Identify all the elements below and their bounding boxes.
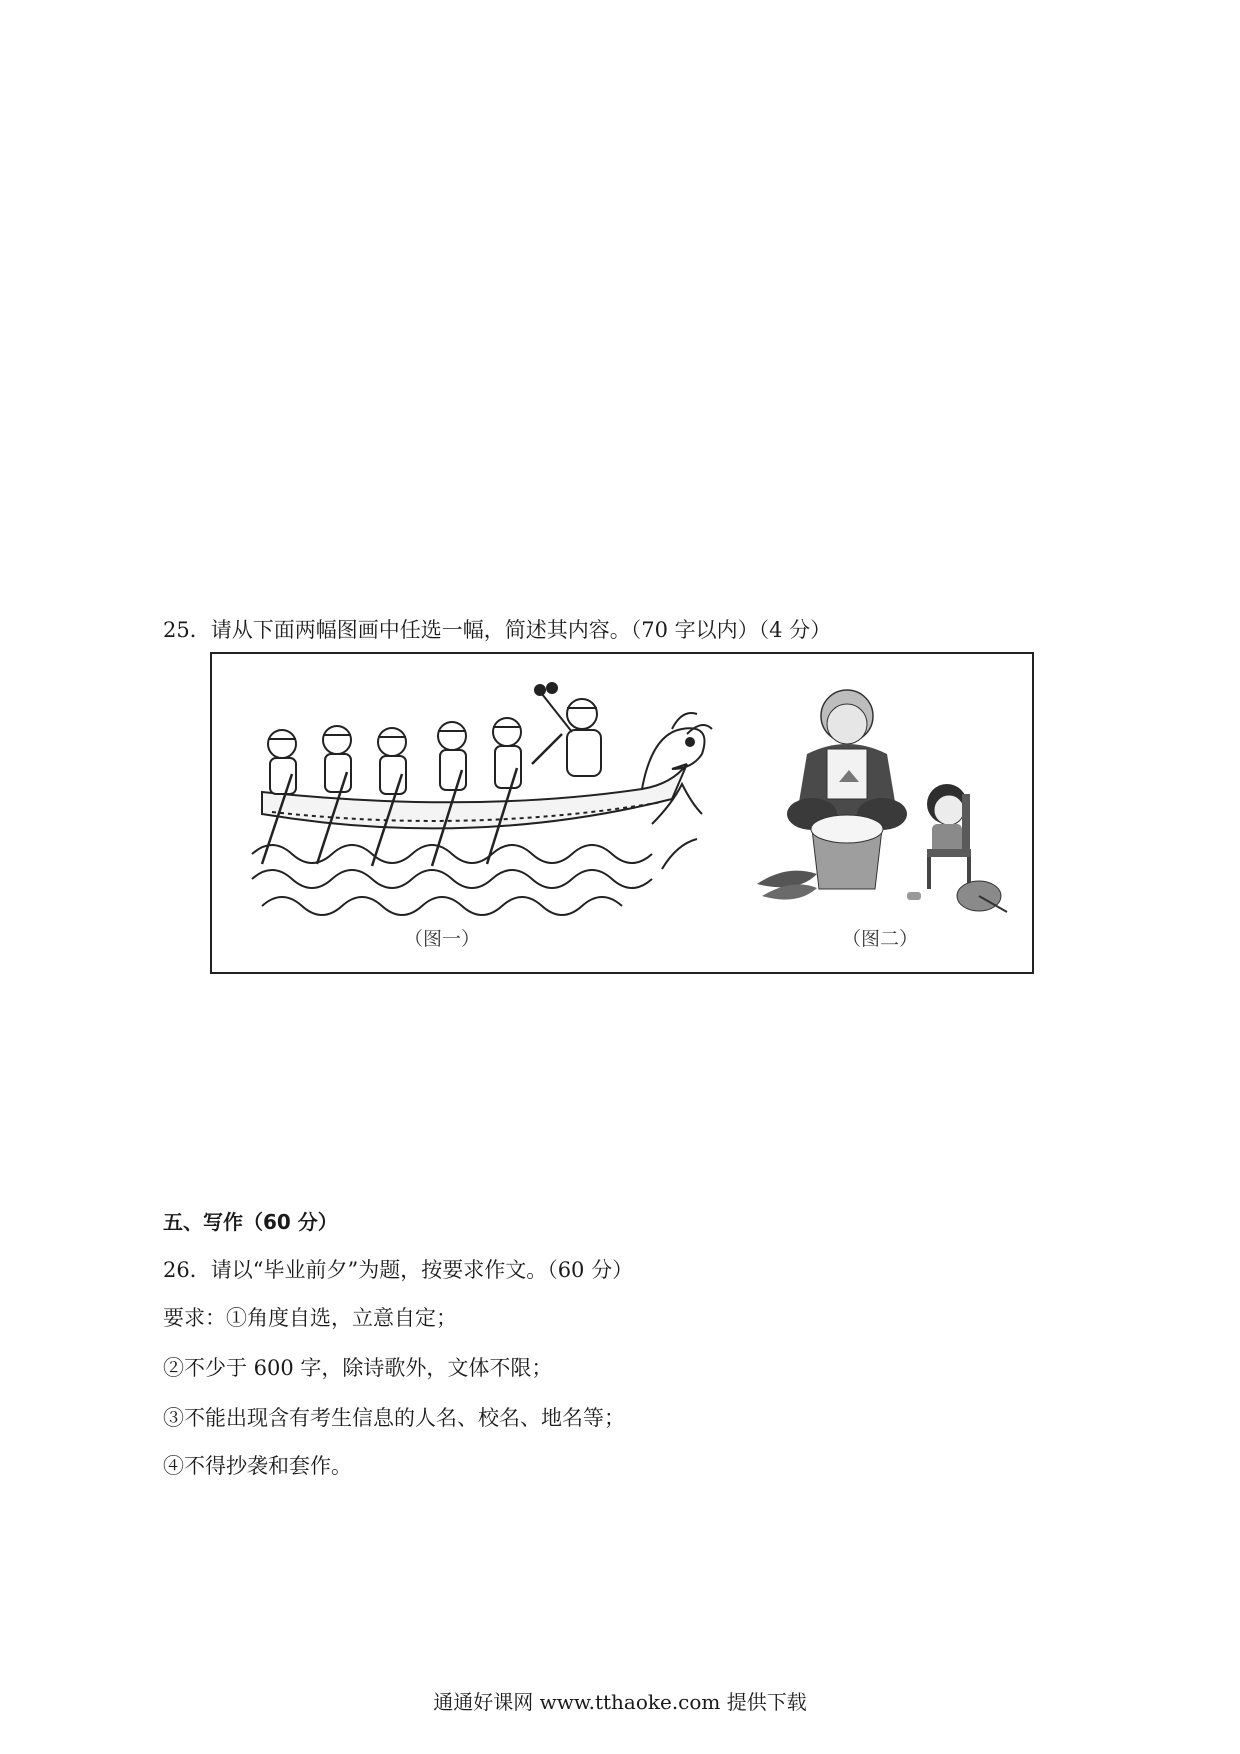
zongzi-illustration (757, 664, 1017, 924)
section-5-heading: 五、写作（60 分） (163, 1210, 338, 1234)
figure-1-caption: （图一） (404, 928, 481, 950)
requirement-2: ②不少于 600 字，除诗歌外，文体不限； (163, 1356, 553, 1380)
dragon-boat-illustration (242, 674, 722, 944)
question-26: 26．请以“毕业前夕”为题，按要求作文。（60 分） (163, 1258, 634, 1282)
requirement-3: ③不能出现含有考生信息的人名、校名、地名等； (163, 1406, 625, 1430)
requirement-4: ④不得抄袭和套作。 (163, 1454, 352, 1478)
question-25: 25．请从下面两幅图画中任选一幅，简述其内容。（70 字以内）（4 分） (163, 618, 832, 642)
figure-2-caption: （图二） (842, 928, 919, 950)
requirement-1: 要求：①角度自选，立意自定； (163, 1306, 457, 1330)
footer: 通通好课网 www.tthaoke.com 提供下载 (433, 1690, 807, 1714)
figure-box (210, 652, 1034, 974)
